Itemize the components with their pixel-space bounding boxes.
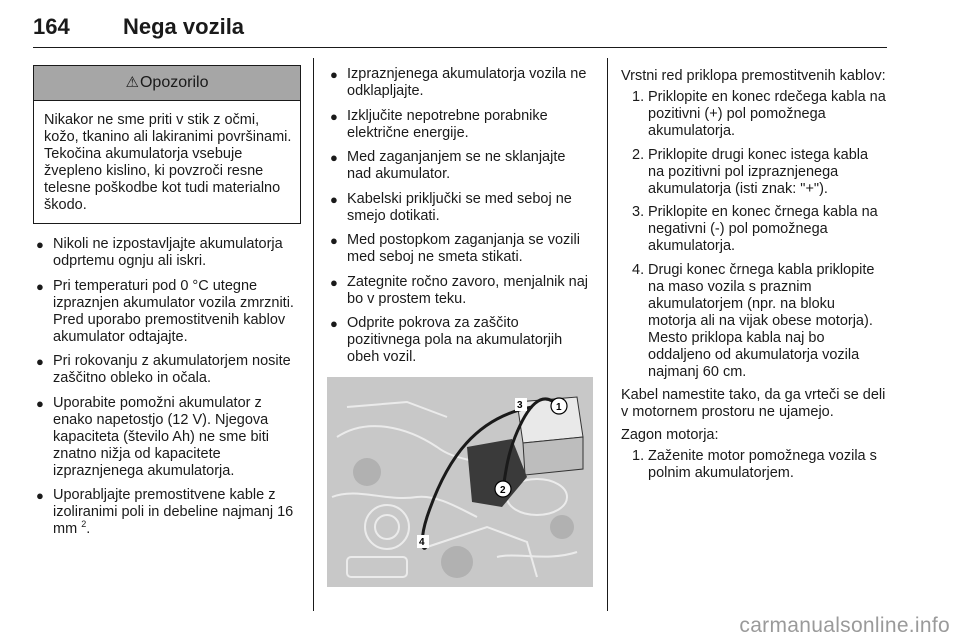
list-item: ● Uporabite pomožni akumulator z enako napetostjo (12 V). Njegova kapaciteta (število Ah) ne sme biti znatno nižja od kapacitete izpraznjenega akumulatorja. [36,394,269,479]
list-item: ● Zategnite ročno zavoro, menjalnik naj bo v prostem teku. [330,273,588,307]
list-item: ● Kabelski priključki se med seboj ne smejo dotikati. [330,190,572,224]
bullet-icon: ● [36,278,44,294]
callout-1: 1 [556,402,562,413]
list-item: 4. Drugi konec črnega kabla priklopite na maso vozila s praznim akumulatorjem (npr. na bloku motorja ali na vijak obese motorja). Mesto priklopa kabla naj bo oddaljeno od akumulatorja vozila najmanj 60 cm. [632,261,875,380]
bullet-icon: ● [36,237,44,252]
list-item: 2. Priklopite drugi konec istega kabla na pozitivni pol izpraznjenega akumulatorja (isti znak: "+"). [632,146,869,197]
watermark: carmanualsonline.info [739,614,950,637]
superscript: 2 [81,519,87,530]
list-item: ● Izpraznjenega akumulatorja vozila ne odklapljajte. [330,66,587,99]
callout-3: 3 [517,400,523,411]
bullet-icon: ● [36,488,44,503]
list-item: 3. Priklopite en konec črnega kabla na negativni (-) pol pomožnega akumulatorja. [632,204,878,254]
bullet-icon: ● [330,316,338,331]
engine-bay-drawing [327,377,593,587]
start-steps [621,448,887,482]
list-item: ● Pri temperaturi pod 0 °C utegne izpraznjen akumulator vozila zmrzniti. Pred uporabo premostitvenih kablov akumulator odtajajte. [36,277,294,345]
list-item: 1. Zaženite motor pomožnega vozila s polnim akumulatorjem. [632,448,877,481]
column-1 [33,60,301,546]
column-divider-1 [313,58,314,611]
instructions-intro: Vrstni red priklopa premostitvenih kablov: [621,68,886,84]
warning-text: Nikakor ne sme priti v stik z očmi, kožo, tkanino ali lakiranimi površinami. Tekočina akumulatorja vsebuje žvepleno kislino, ki povzroči resne telesne poškodbe kot tudi materialno škodo. [44,112,292,213]
list-item: ● Med postopkom zaganjanja se vozili med seboj ne smeta stikati. [330,232,580,265]
list-item: ● Uporabljajte premostitvene kable z izoliranimi poli in debeline najmanj 16 mm $^2$. [36,487,294,537]
bullet-icon: ● [330,191,338,207]
shadow [550,515,574,539]
bullet-icon: ● [330,150,338,165]
bullet-icon: ● [36,354,44,369]
column-2 [327,60,593,374]
shadow [353,458,381,486]
cable-routing-note: Kabel namestite tako, da ga vrteči se deli v motornem prostoru ne ujamejo. [621,387,886,420]
connection-steps [621,89,887,381]
bullet-icon: ● [330,233,338,248]
list-item: ● Nikoli ne izpostavljajte akumulatorja odprtemu ognju ali iskri. [36,236,283,269]
bullet-list-1 [33,236,301,538]
list-item: 1. Priklopite en konec rdečega kabla na pozitivni (+) pol pomožnega akumulatorja. [632,89,886,139]
bullet-icon: ● [330,274,338,290]
page-number: 164 [33,14,70,39]
list-item: ● Izključite nepotrebne porabnike električne energije. [330,107,548,141]
battery-side [523,437,583,475]
bullet-icon: ● [36,395,44,411]
jump-start-illustration [327,377,593,587]
warning-header [34,66,300,101]
column-divider-2 [607,58,608,611]
bullet-icon: ● [330,67,338,82]
warning-triangle-icon: ⚠ [125,74,139,91]
warning-box [33,65,301,224]
callout-2: 2 [500,485,506,496]
list-item: ● Odprite pokrova za zaščito pozitivnega pola na akumulatorjih obeh vozil. [330,315,563,365]
shadow [441,546,473,578]
bullet-icon: ● [330,108,338,124]
start-heading: Zagon motorja: [621,427,719,443]
page-title: Nega vozila [123,14,245,39]
header-rule [33,47,887,48]
callout-4: 4 [419,537,425,548]
column-3 [621,60,887,489]
bullet-list-2 [327,66,593,366]
list-item: ● Pri rokovanju z akumulatorjem nosite zaščitno obleko in očala. [36,353,291,386]
warning-title: Opozorilo [139,74,209,91]
list-item: ● Med zaganjanjem se ne sklanjajte nad akumulator. [330,149,566,182]
